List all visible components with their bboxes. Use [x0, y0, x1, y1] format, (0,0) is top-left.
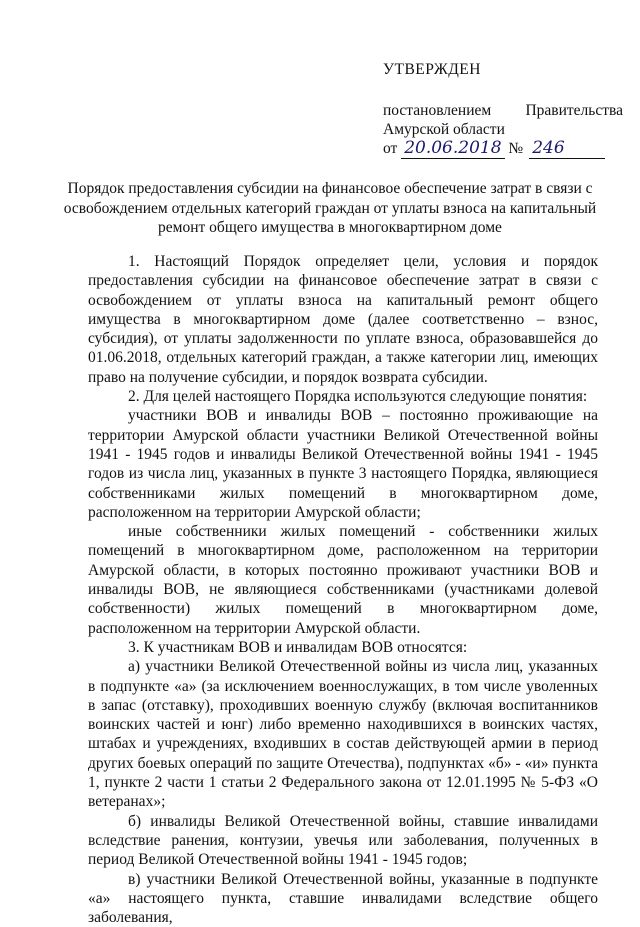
paragraph: а) участники Великой Отечественной войны из числа лиц, указанных в подпункте «а» (за исключением военнослужащих, в том числе уволенных в запас (отставку), проходивших военную службу (включая воспитанников воинских частей и юнг) либо временно находившихся в воинских частях, штабах и учреждениях, входивших в состав действующей армии в период других боевых операций по защите Отечества), подпунктах «б» - «и» пункта 1, пункте 2 части 1 статьи 2 Федерального закона от 12.01.1995 № 5-ФЗ «О ветеранах»;	[88, 657, 598, 811]
document-title: Порядок предоставления субсидии на финансовое обеспечение затрат в связи с освобождением отдельных категорий граждан от уплаты взноса на капитальный ремонт общего имущества в многоквартирном доме	[60, 179, 600, 238]
paragraph: в) участники Великой Отечественной войны, указанные в подпункте «а» настоящего пункта, ставшие инвалидами вследствие общего заболевания,	[88, 870, 598, 927]
approval-region: Амурской области	[383, 120, 623, 139]
approval-title: УТВЕРЖДЕН	[383, 60, 623, 79]
paragraph: б) инвалиды Великой Отечественной войны, ставшие инвалидами вследствие ранения, контузии, увечья или заболевания, полученных в период Великой Отечественной войны 1941 - 1945 годов;	[88, 812, 598, 870]
paragraph: 1. Настоящий Порядок определяет цели, условия и порядок предоставления субсидии на финансовое обеспечение затрат в связи с освобождением от уплаты взноса на капитальный ремонт общего имущества в многоквартирном доме (далее соответственно – взнос, субсидия), от уплаты задолженности по уплате взноса, образовавшейся до 01.06.2018, отдельных категорий граждан, а также категории лиц, имеющих право на получение субсидии, и порядок возврата субсидии.	[88, 252, 598, 387]
paragraph: иные собственники жилых помещений - собственники жилых помещений в многоквартирном доме, расположенном на территории Амурской области, в которых постоянно проживают участники ВОВ и инвалиды ВОВ, не являющиеся собственниками (участниками долевой собственности) жилых помещений в многоквартирном доме, расположенном на территории Амурской области.	[88, 522, 598, 638]
date-prefix: от	[383, 139, 397, 158]
handwritten-number: 246	[529, 139, 605, 159]
approval-date-line	[383, 139, 623, 159]
paragraph: 2. Для целей настоящего Порядка используются следующие понятия:	[88, 387, 598, 406]
paragraph: участники ВОВ и инвалиды ВОВ – постоянно проживающие на территории Амурской области участники Великой Отечественной войны 1941 - 1945 годов и инвалиды Великой Отечественной войны 1941 - 1945 годов из числа лиц, указанных в пункте 3 настоящего Порядка, являющиеся собственниками жилых помещений в многоквартирном доме, расположенном на территории Амурской области;	[88, 406, 598, 522]
document-body	[88, 252, 598, 927]
handwritten-date: 20.06.2018	[401, 139, 504, 159]
paragraph: 3. К участникам ВОВ и инвалидам ВОВ относятся:	[88, 638, 598, 657]
approval-government-word: Правительства	[525, 101, 623, 120]
approval-stamp	[383, 60, 623, 159]
approval-decree-word: постановлением	[383, 101, 491, 120]
approval-decree-line	[383, 101, 623, 120]
number-prefix: №	[508, 139, 523, 158]
